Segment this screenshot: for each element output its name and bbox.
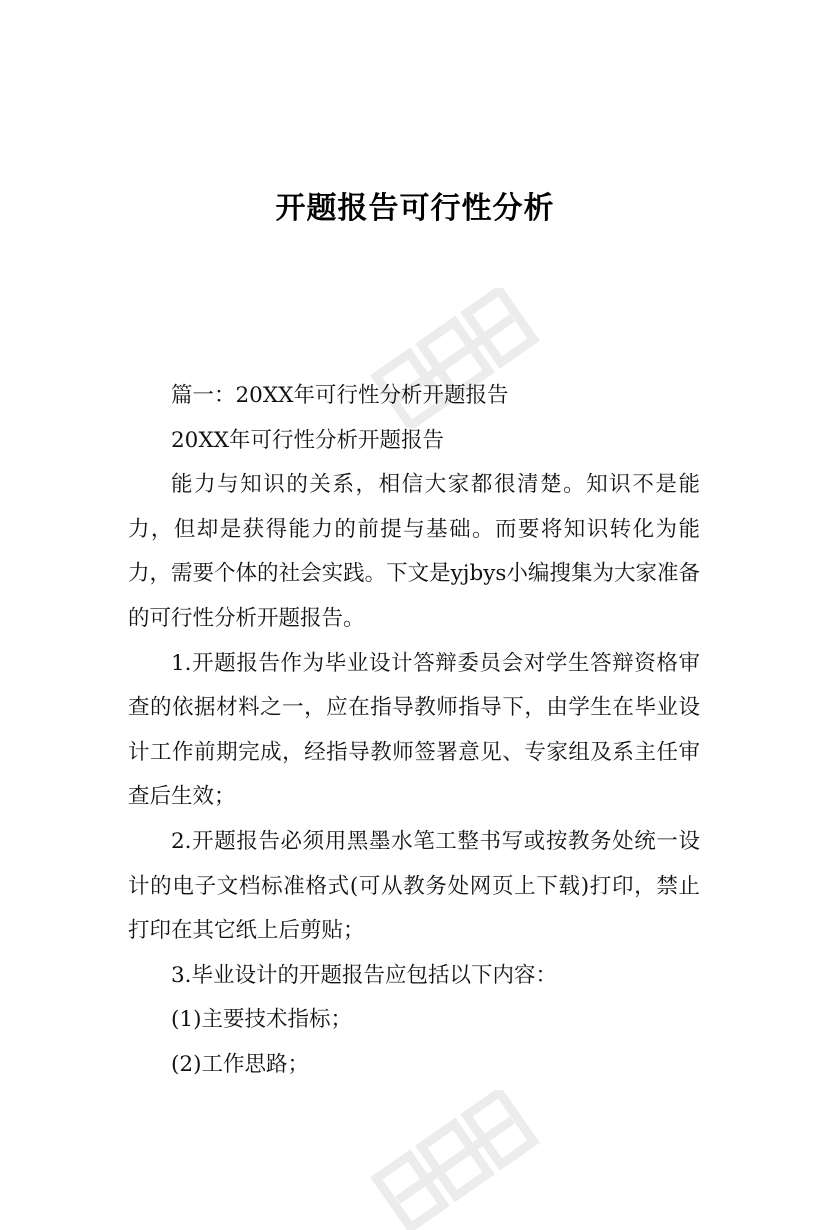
watermark-bottom — [360, 1090, 550, 1230]
paragraph-intro: 能力与知识的关系，相信大家都很清楚。知识不是能力，但却是获得能力的前提与基础。而要将知识转化为能力，需要个体的社会实践。下文是yjbys小编搜集为大家准备的可行性分析开题报告。 — [128, 472, 700, 631]
paragraph-heading-1: 篇一：20XX年可行性分析开题报告 — [171, 383, 509, 408]
page-title: 开题报告可行性分析 — [275, 191, 555, 226]
watermark-logo-icon — [360, 1090, 550, 1230]
paragraph-subitem-2: (2)工作思路； — [171, 1051, 309, 1077]
paragraph-subitem-1: (1)主要技术指标； — [171, 1007, 352, 1033]
paragraph-item-1: 1.开题报告作为毕业设计答辩委员会对学生答辩资格审查的依据材料之一，应在指导教师指导下，由学生在毕业设计工作前期完成，经指导教师签署意见、专家组及系主任审查后生效； — [128, 650, 700, 810]
paragraph-item-2: 2.开题报告必须用黑墨水笔工整书写或按教务处统一设计的电子文档标准格式(可从教务处网页上下载)打印，禁止打印在其它纸上后剪贴； — [128, 828, 700, 944]
document-body — [128, 374, 700, 1088]
paragraph-item-3: 3.毕业设计的开题报告应包括以下内容： — [171, 962, 558, 988]
paragraph-heading-2: 20XX年可行性分析开题报告 — [171, 427, 444, 453]
